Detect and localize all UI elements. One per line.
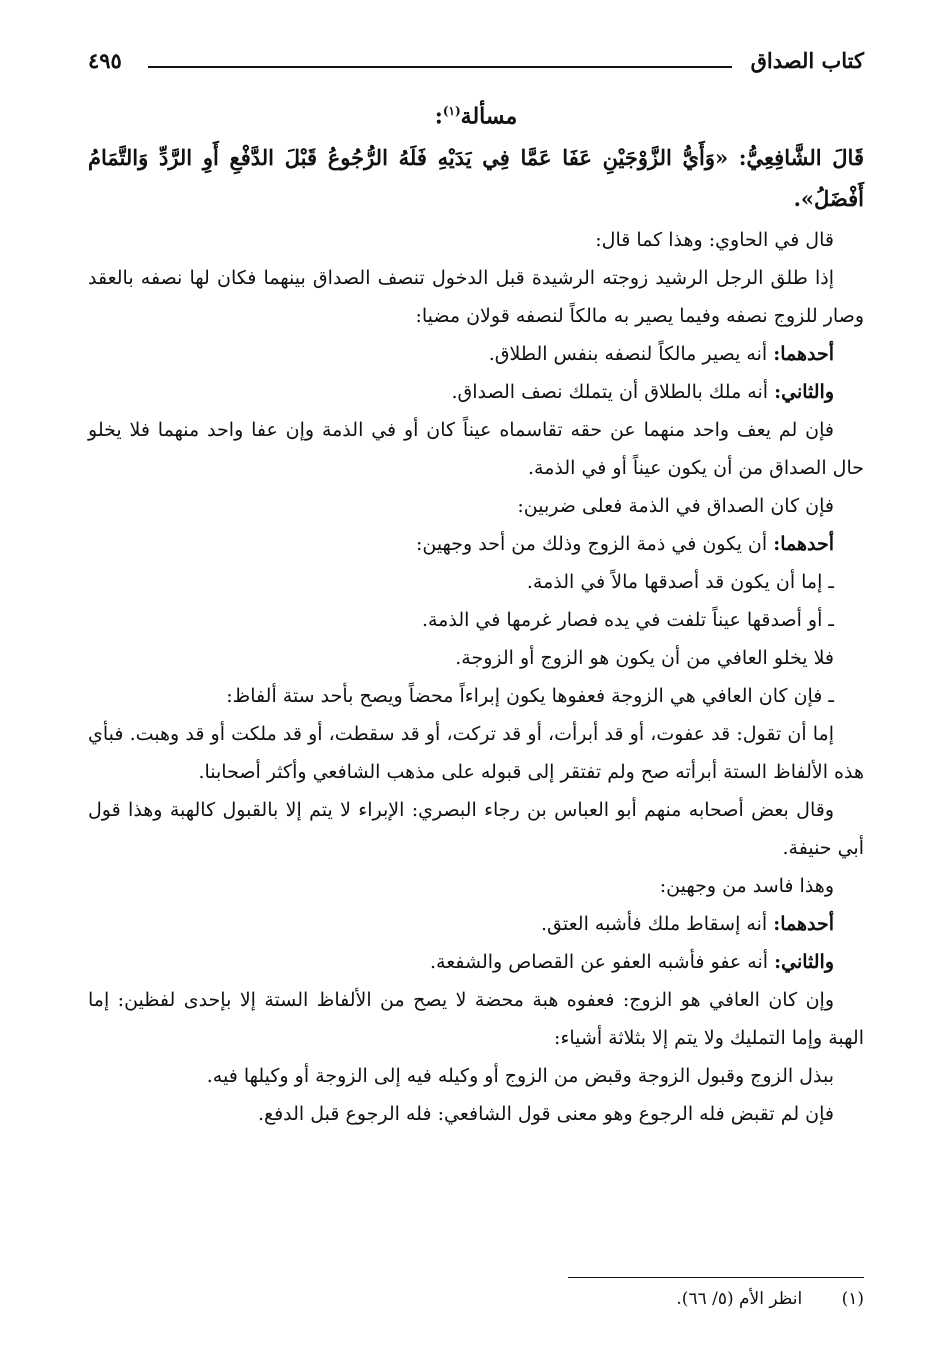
paragraph-label: أحدهما: — [773, 343, 834, 366]
paragraph-text: ـ أو أصدقها عيناً تلفت في يده فصار غرمها في الذمة. — [421, 609, 834, 632]
paragraph-text: وقال بعض أصحابه منهم أبو العباس بن رجاء البصري: الإبراء لا يتم إلا بالقبول كالهبة وهذا قول أبي حنيفة. — [88, 799, 864, 860]
paragraph — [88, 867, 864, 905]
section-title — [88, 92, 864, 135]
page-number: ٤٩٥ — [88, 48, 122, 73]
paragraph-text: أنه عفو فأشبه العفو عن القصاص والشفعة. — [430, 951, 775, 974]
paragraph — [88, 715, 864, 791]
paragraph — [88, 791, 864, 867]
paragraph-text: ـ إما أن يكون قد أصدقها مالاً في الذمة. — [526, 571, 834, 594]
paragraph — [88, 221, 864, 259]
paragraph — [88, 563, 864, 601]
footnote — [676, 1289, 864, 1309]
paragraph-text: وإن كان العافي هو الزوج: فعفوه هبة محضة لا يصح من الألفاظ الستة إلا بإحدى لفظين: إما الهبة وإما التمليك ولا يتم إلا بثلاثة أشياء: — [88, 989, 864, 1050]
paragraph-text: وهذا فاسد من وجهين: — [659, 875, 834, 898]
paragraph — [88, 1095, 864, 1133]
paragraph-text: إما أن تقول: قد عفوت، أو قد أبرأت، أو قد تركت، أو قد سقطت، أو قد ملكت أو قد وهبت. فبأي هذه الألفاظ الستة أبرأته صح ولم تفتقر إلى قبوله على مذهب الشافعي وأكثر أصحابنا. — [88, 723, 864, 784]
paragraph-text: أن يكون في ذمة الزوج وذلك من أحد وجهين: — [415, 533, 774, 556]
paragraph — [88, 1057, 864, 1095]
paragraph-text: فإن لم تقبض فله الرجوع وهو معنى قول الشافعي: فله الرجوع قبل الدفع. — [257, 1103, 834, 1126]
paragraph-label: أحدهما: — [773, 533, 834, 556]
paragraph — [88, 259, 864, 335]
footnote-number: (١) — [841, 1289, 864, 1309]
paragraph — [88, 943, 864, 981]
main-text — [88, 92, 864, 1133]
paragraph — [88, 677, 864, 715]
section-title-text: مسألة — [460, 103, 518, 130]
paragraph — [88, 411, 864, 487]
paragraph-text: قال في الحاوي: وهذا كما قال: — [595, 229, 834, 252]
paragraph — [88, 601, 864, 639]
paragraph — [88, 335, 864, 373]
paragraph — [88, 905, 864, 943]
paragraph-text: أنه يصير مالكاً لنصفه بنفس الطلاق. — [488, 343, 774, 366]
paragraph — [88, 373, 864, 411]
section-title-colon: : — [434, 103, 443, 130]
running-title: كتاب الصداق — [750, 48, 864, 73]
footnote-ref: (١) — [442, 104, 461, 118]
header-rule — [148, 66, 732, 68]
paragraph-text: أنه إسقاط ملك فأشبه العتق. — [541, 913, 774, 936]
paragraph-text: فإن كان الصداق في الذمة فعلى ضربين: — [517, 495, 834, 518]
paragraph — [88, 487, 864, 525]
paragraph-text: أنه ملك بالطلاق أن يتملك نصف الصداق. — [451, 381, 775, 404]
paragraph — [88, 525, 864, 563]
paragraph-text: ـ فإن كان العافي هي الزوجة فعفوها يكون إبراءاً محضاً ويصح بأحد ستة ألفاظ: — [226, 685, 834, 708]
paragraph — [88, 639, 864, 677]
paragraphs — [88, 221, 864, 1133]
paragraph-text: فلا يخلو العافي من أن يكون هو الزوج أو الزوجة. — [455, 647, 834, 670]
shafii-quote: قَالَ الشَّافِعِيُّ: «وَأَيُّ الزَّوْجَيْنِ عَفَا عَمَّا فِي يَدَيْهِ فَلَهُ الرُّجُوعُ قَبْلَ الدَّفْعِ أَوِ الرَّدِّ وَالتَّمَامُ أَفْضَلُ». — [88, 145, 864, 212]
page-header — [88, 48, 864, 88]
footnote-text: انظر الأم (٥/ ٦٦). — [676, 1289, 803, 1309]
paragraph-label: والثاني: — [774, 951, 834, 974]
paragraph — [88, 981, 864, 1057]
paragraph-text: إذا طلق الرجل الرشيد زوجته الرشيدة قبل الدخول تنصف الصداق بينهما فكان لها نصفه بالعقد وصار للزوج نصفه وفيما يصير به مالكاً لنصفه قولان مضيا: — [88, 267, 864, 328]
paragraph-label: والثاني: — [774, 381, 834, 404]
paragraph-text: ببذل الزوج وقبول الزوجة وقبض من الزوج أو وكيله فيه إلى الزوجة أو وكيلها فيه. — [206, 1065, 834, 1088]
paragraph-label: أحدهما: — [773, 913, 834, 936]
footnote-divider — [568, 1277, 864, 1278]
paragraph-text: فإن لم يعف واحد منهما عن حقه تقاسماه عيناً كان أو في الذمة وإن عفا واحد منهما فلا يخلو حال الصداق من أن يكون عيناً أو في الذمة. — [88, 419, 864, 480]
